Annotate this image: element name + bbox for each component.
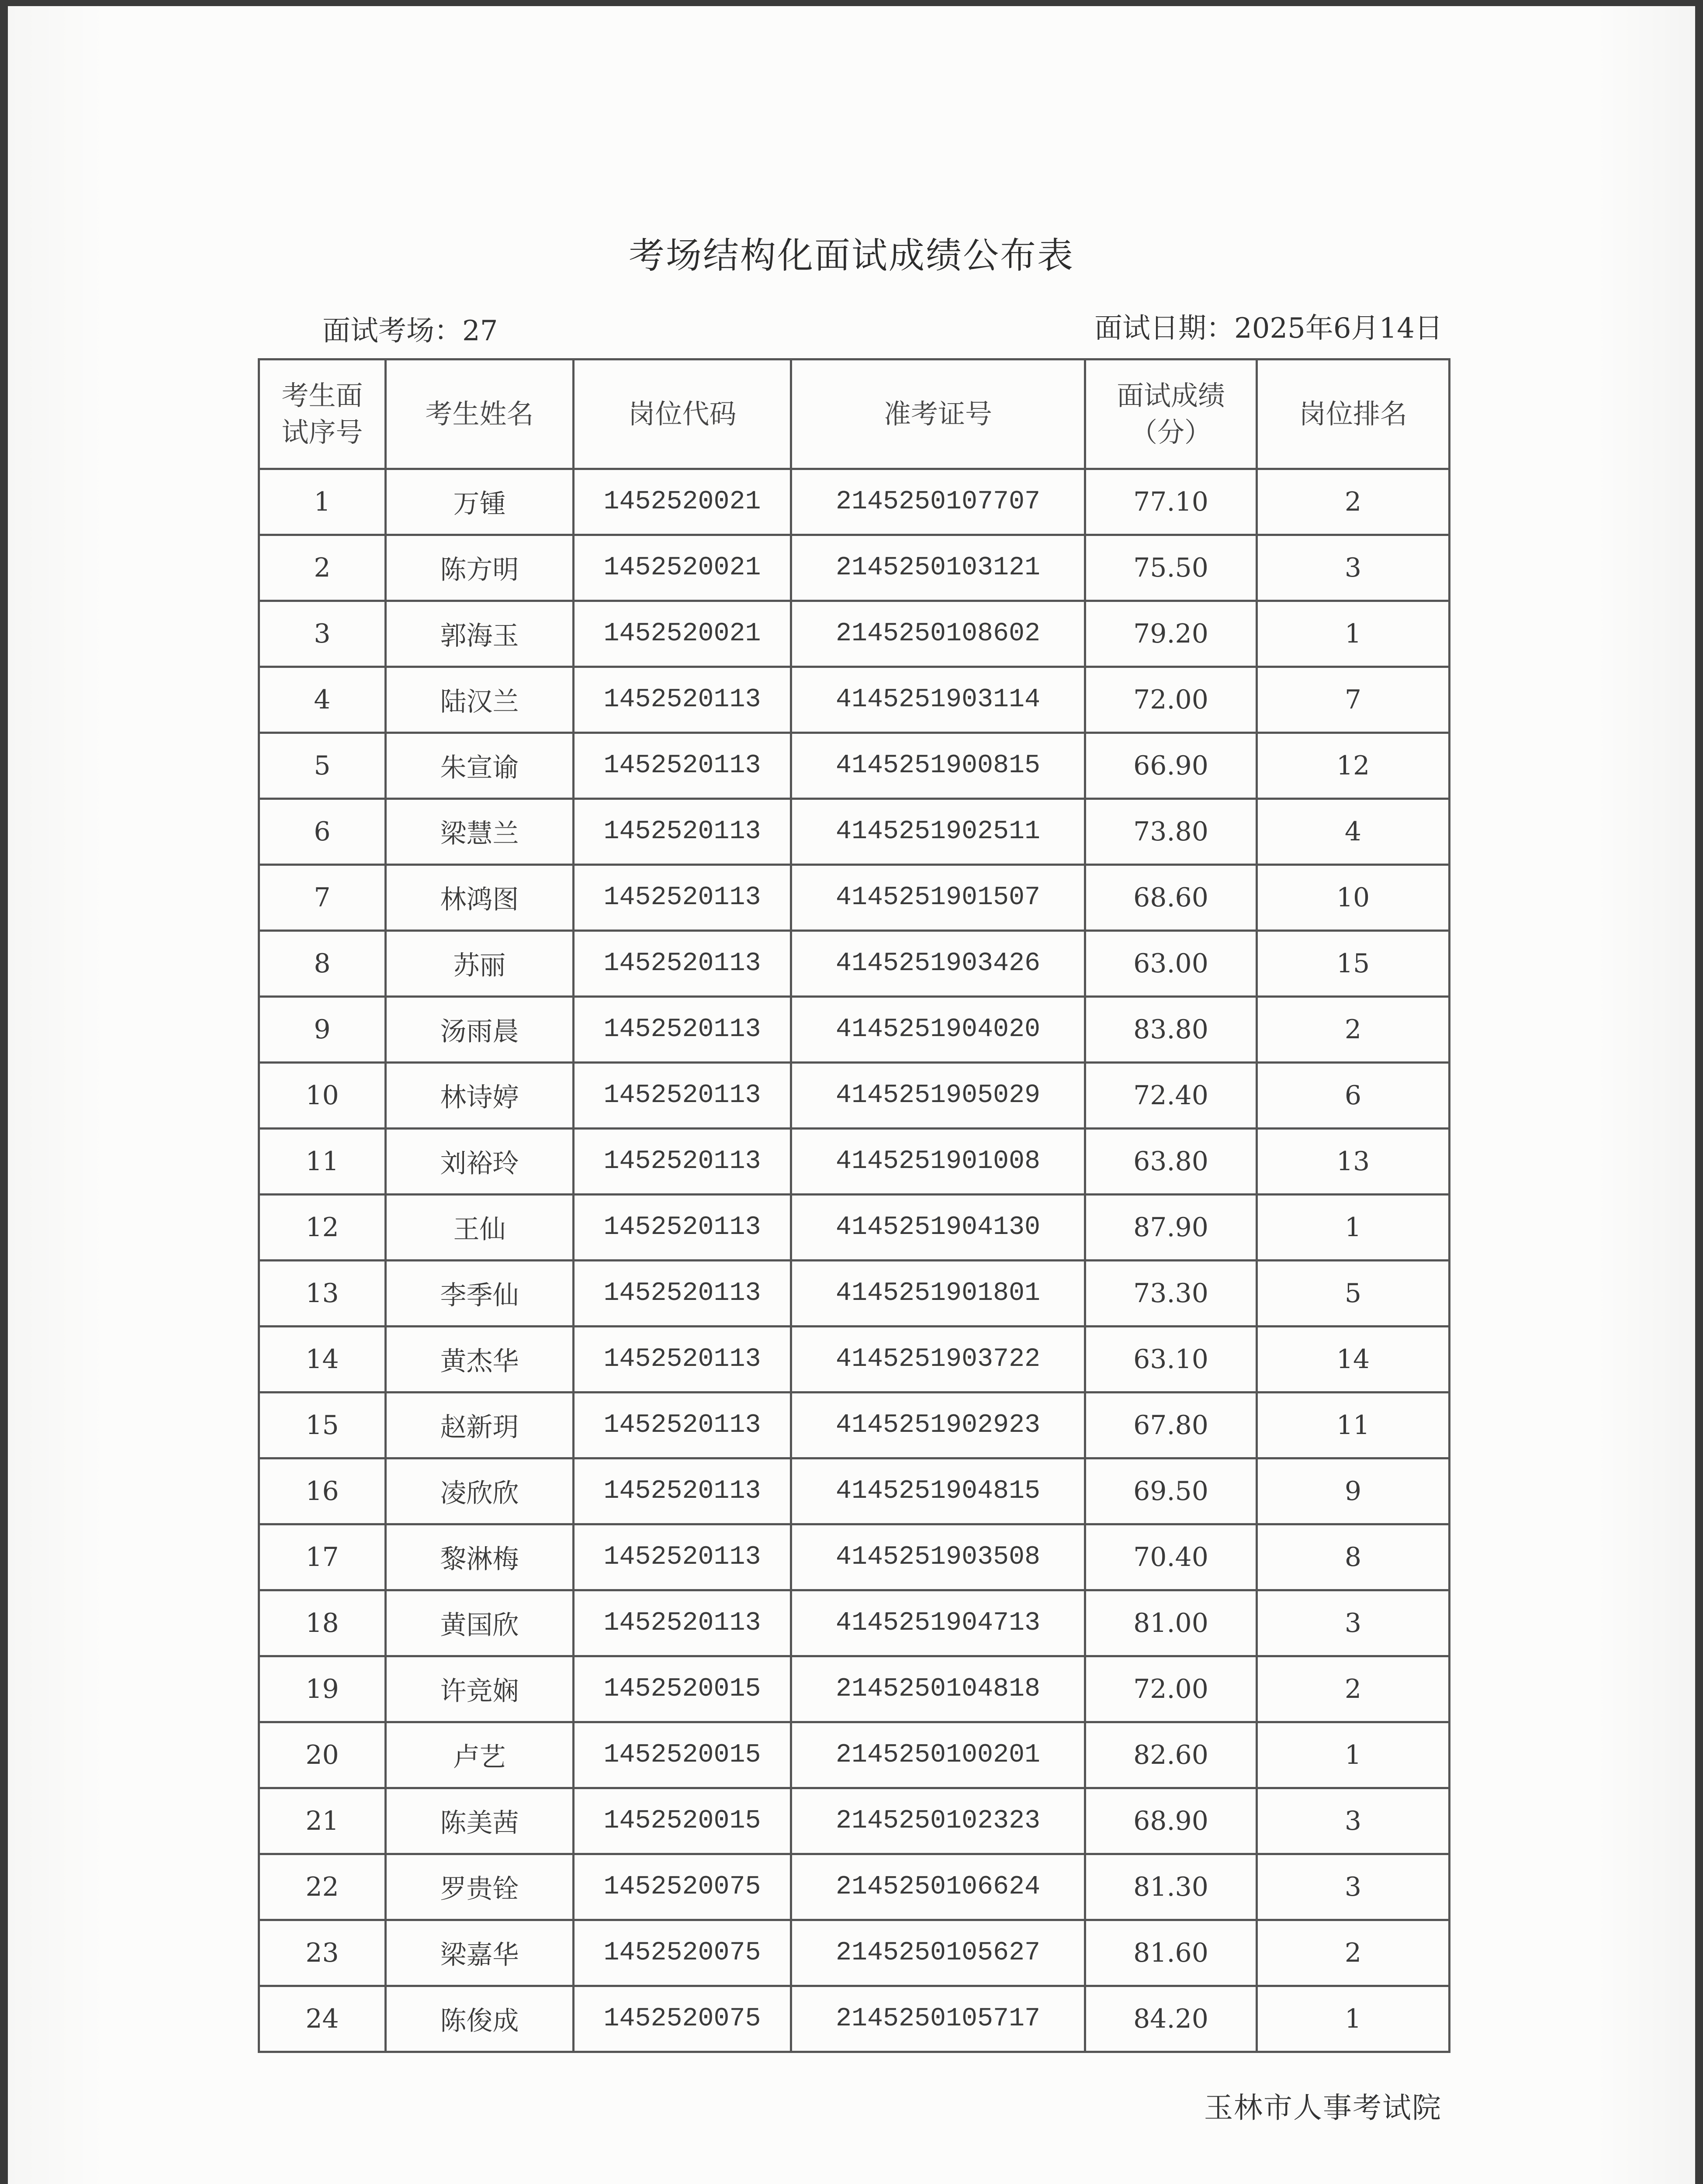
cell-ticket-no: 4145251904713 (791, 1590, 1085, 1656)
cell-score: 81.00 (1085, 1590, 1257, 1656)
cell-score: 73.30 (1085, 1261, 1257, 1327)
table-row (259, 1129, 1450, 1195)
cell-name: 梁慧兰 (386, 799, 574, 865)
cell-seq: 2 (259, 535, 386, 601)
cell-rank: 1 (1257, 1986, 1450, 2052)
cell-post-code: 1452520113 (574, 931, 791, 997)
cell-score: 77.10 (1085, 469, 1257, 535)
cell-rank: 3 (1257, 535, 1450, 601)
col-header-rank (1257, 359, 1450, 469)
cell-ticket-no: 4145251902923 (791, 1393, 1085, 1458)
table-row (259, 1788, 1450, 1854)
cell-seq: 6 (259, 799, 386, 865)
exam-date (1094, 306, 1443, 346)
table-row (259, 535, 1450, 601)
table-header-row (259, 359, 1450, 469)
cell-ticket-no: 2145250102323 (791, 1788, 1085, 1854)
cell-name: 凌欣欣 (386, 1458, 574, 1524)
cell-seq: 11 (259, 1129, 386, 1195)
cell-post-code: 1452520113 (574, 799, 791, 865)
col-header-seq-line2: 试序号 (281, 416, 363, 448)
cell-rank: 3 (1257, 1854, 1450, 1920)
cell-ticket-no: 4145251901507 (791, 865, 1085, 931)
cell-rank: 1 (1257, 601, 1450, 667)
cell-rank: 13 (1257, 1129, 1450, 1195)
col-header-score (1085, 359, 1257, 469)
cell-ticket-no: 2145250105717 (791, 1986, 1085, 2052)
cell-score: 81.30 (1085, 1854, 1257, 1920)
cell-ticket-no: 2145250100201 (791, 1722, 1085, 1788)
cell-seq: 4 (259, 667, 386, 733)
cell-post-code: 1452520113 (574, 1129, 791, 1195)
table-row (259, 469, 1450, 535)
cell-post-code: 1452520113 (574, 1195, 791, 1261)
cell-post-code: 1452520021 (574, 535, 791, 601)
cell-name: 陈美茜 (386, 1788, 574, 1854)
table-row (259, 1920, 1450, 1986)
table-row (259, 1524, 1450, 1590)
cell-name: 黎淋梅 (386, 1524, 574, 1590)
cell-ticket-no: 2145250105627 (791, 1920, 1085, 1986)
cell-name: 陈方明 (386, 535, 574, 601)
col-header-ticket-no-line1: 准考证号 (883, 398, 992, 430)
cell-score: 63.80 (1085, 1129, 1257, 1195)
cell-post-code: 1452520015 (574, 1788, 791, 1854)
page-title: 考场结构化面试成绩公布表 (628, 235, 1074, 276)
cell-post-code: 1452520015 (574, 1722, 791, 1788)
cell-post-code: 1452520021 (574, 601, 791, 667)
cell-name: 卢艺 (386, 1722, 574, 1788)
cell-rank: 5 (1257, 1261, 1450, 1327)
cell-post-code: 1452520113 (574, 997, 791, 1063)
cell-seq: 10 (259, 1063, 386, 1129)
cell-rank: 2 (1257, 469, 1450, 535)
cell-post-code: 1452520075 (574, 1986, 791, 2052)
table-row (259, 667, 1450, 733)
issuer-footer: 玉林市人事考试院 (1204, 2091, 1442, 2125)
cell-score: 72.40 (1085, 1063, 1257, 1129)
cell-name: 梁嘉华 (386, 1920, 574, 1986)
cell-score: 69.50 (1085, 1458, 1257, 1524)
cell-score: 63.10 (1085, 1327, 1257, 1393)
cell-ticket-no: 4145251903114 (791, 667, 1085, 733)
table-row (259, 1261, 1450, 1327)
cell-score: 68.90 (1085, 1788, 1257, 1854)
cell-ticket-no: 4145251905029 (791, 1063, 1085, 1129)
cell-name: 陈俊成 (386, 1986, 574, 2052)
cell-post-code: 1452520113 (574, 1393, 791, 1458)
cell-ticket-no: 4145251904020 (791, 997, 1085, 1063)
cell-post-code: 1452520075 (574, 1854, 791, 1920)
cell-ticket-no: 4145251903722 (791, 1327, 1085, 1393)
cell-name: 汤雨晨 (386, 997, 574, 1063)
cell-seq: 22 (259, 1854, 386, 1920)
table-row (259, 865, 1450, 931)
cell-ticket-no: 4145251903508 (791, 1524, 1085, 1590)
cell-ticket-no: 2145250103121 (791, 535, 1085, 601)
cell-score: 83.80 (1085, 997, 1257, 1063)
cell-ticket-no: 2145250106624 (791, 1854, 1085, 1920)
cell-post-code: 1452520021 (574, 469, 791, 535)
cell-seq: 13 (259, 1261, 386, 1327)
exam-date-value: 2025年6月14日 (1234, 312, 1443, 345)
col-header-ticket-no (791, 359, 1085, 469)
cell-score: 79.20 (1085, 601, 1257, 667)
cell-seq: 3 (259, 601, 386, 667)
cell-post-code: 1452520113 (574, 1327, 791, 1393)
table-row (259, 1063, 1450, 1129)
cell-ticket-no: 4145251900815 (791, 733, 1085, 799)
table-row (259, 601, 1450, 667)
score-table (258, 358, 1450, 2053)
cell-score: 67.80 (1085, 1393, 1257, 1458)
cell-seq: 8 (259, 931, 386, 997)
cell-score: 82.60 (1085, 1722, 1257, 1788)
table-row (259, 733, 1450, 799)
cell-name: 王仙 (386, 1195, 574, 1261)
cell-ticket-no: 4145251902511 (791, 799, 1085, 865)
table-row (259, 1722, 1450, 1788)
cell-name: 陆汉兰 (386, 667, 574, 733)
cell-post-code: 1452520113 (574, 1063, 791, 1129)
cell-post-code: 1452520113 (574, 733, 791, 799)
cell-name: 李季仙 (386, 1261, 574, 1327)
cell-seq: 15 (259, 1393, 386, 1458)
cell-ticket-no: 4145251901801 (791, 1261, 1085, 1327)
cell-rank: 1 (1257, 1195, 1450, 1261)
cell-seq: 12 (259, 1195, 386, 1261)
cell-name: 许竞娴 (386, 1656, 574, 1722)
cell-rank: 14 (1257, 1327, 1450, 1393)
cell-seq: 5 (259, 733, 386, 799)
cell-post-code: 1452520075 (574, 1920, 791, 1986)
cell-score: 75.50 (1085, 535, 1257, 601)
cell-post-code: 1452520113 (574, 667, 791, 733)
cell-seq: 21 (259, 1788, 386, 1854)
cell-rank: 3 (1257, 1590, 1450, 1656)
col-header-seq-line1: 考生面 (281, 380, 363, 411)
cell-post-code: 1452520113 (574, 1261, 791, 1327)
table-row (259, 1458, 1450, 1524)
cell-name: 苏丽 (386, 931, 574, 997)
table-row (259, 931, 1450, 997)
cell-post-code: 1452520113 (574, 1458, 791, 1524)
cell-rank: 12 (1257, 733, 1450, 799)
cell-rank: 10 (1257, 865, 1450, 931)
cell-ticket-no: 4145251904130 (791, 1195, 1085, 1261)
col-header-rank-line1: 岗位排名 (1298, 398, 1407, 430)
cell-rank: 15 (1257, 931, 1450, 997)
cell-rank: 7 (1257, 667, 1450, 733)
table-row (259, 1656, 1450, 1722)
cell-name: 黄杰华 (386, 1327, 574, 1393)
cell-name: 刘裕玲 (386, 1129, 574, 1195)
cell-score: 72.00 (1085, 667, 1257, 733)
cell-post-code: 1452520113 (574, 1590, 791, 1656)
table-row (259, 1854, 1450, 1920)
cell-seq: 9 (259, 997, 386, 1063)
cell-ticket-no: 2145250108602 (791, 601, 1085, 667)
cell-rank: 3 (1257, 1788, 1450, 1854)
table-row (259, 1195, 1450, 1261)
col-header-seq (259, 359, 386, 469)
cell-rank: 1 (1257, 1722, 1450, 1788)
col-header-post-code-line1: 岗位代码 (628, 398, 737, 430)
cell-seq: 24 (259, 1986, 386, 2052)
cell-rank: 11 (1257, 1393, 1450, 1458)
cell-name: 林诗婷 (386, 1063, 574, 1129)
cell-score: 73.80 (1085, 799, 1257, 865)
cell-name: 郭海玉 (386, 601, 574, 667)
cell-rank: 9 (1257, 1458, 1450, 1524)
cell-name: 赵新玥 (386, 1393, 574, 1458)
cell-ticket-no: 4145251904815 (791, 1458, 1085, 1524)
exam-room-label: 面试考场： (322, 315, 462, 347)
cell-seq: 19 (259, 1656, 386, 1722)
cell-rank: 4 (1257, 799, 1450, 865)
cell-score: 87.90 (1085, 1195, 1257, 1261)
cell-name: 黄国欣 (386, 1590, 574, 1656)
cell-rank: 2 (1257, 1920, 1450, 1986)
cell-post-code: 1452520015 (574, 1656, 791, 1722)
cell-ticket-no: 2145250104818 (791, 1656, 1085, 1722)
cell-seq: 20 (259, 1722, 386, 1788)
exam-room-value: 27 (462, 315, 498, 347)
cell-score: 84.20 (1085, 1986, 1257, 2052)
table-row (259, 1393, 1450, 1458)
cell-name: 罗贵铨 (386, 1854, 574, 1920)
cell-ticket-no: 2145250107707 (791, 469, 1085, 535)
table-row (259, 1590, 1450, 1656)
cell-score: 81.60 (1085, 1920, 1257, 1986)
table-row (259, 799, 1450, 865)
cell-rank: 2 (1257, 1656, 1450, 1722)
cell-score: 66.90 (1085, 733, 1257, 799)
exam-room (322, 308, 498, 349)
cell-post-code: 1452520113 (574, 865, 791, 931)
cell-ticket-no: 4145251903426 (791, 931, 1085, 997)
exam-date-label: 面试日期： (1094, 312, 1234, 345)
col-header-name (386, 359, 574, 469)
cell-seq: 14 (259, 1327, 386, 1393)
cell-rank: 2 (1257, 997, 1450, 1063)
cell-rank: 6 (1257, 1063, 1450, 1129)
cell-seq: 16 (259, 1458, 386, 1524)
cell-post-code: 1452520113 (574, 1524, 791, 1590)
cell-score: 63.00 (1085, 931, 1257, 997)
col-header-name-line1: 考生姓名 (425, 398, 534, 430)
col-header-score-line1: 面试成绩 (1116, 380, 1225, 411)
table-row (259, 1327, 1450, 1393)
cell-seq: 18 (259, 1590, 386, 1656)
cell-seq: 17 (259, 1524, 386, 1590)
cell-name: 林鸿图 (386, 865, 574, 931)
cell-seq: 1 (259, 469, 386, 535)
cell-ticket-no: 4145251901008 (791, 1129, 1085, 1195)
table-row (259, 997, 1450, 1063)
cell-seq: 23 (259, 1920, 386, 1986)
cell-name: 朱宣谕 (386, 733, 574, 799)
cell-score: 70.40 (1085, 1524, 1257, 1590)
table-row (259, 1986, 1450, 2052)
cell-name: 万锺 (386, 469, 574, 535)
cell-score: 72.00 (1085, 1656, 1257, 1722)
cell-score: 68.60 (1085, 865, 1257, 931)
col-header-post-code (574, 359, 791, 469)
col-header-score-line2: （分） (1130, 416, 1211, 448)
cell-seq: 7 (259, 865, 386, 931)
cell-rank: 8 (1257, 1524, 1450, 1590)
